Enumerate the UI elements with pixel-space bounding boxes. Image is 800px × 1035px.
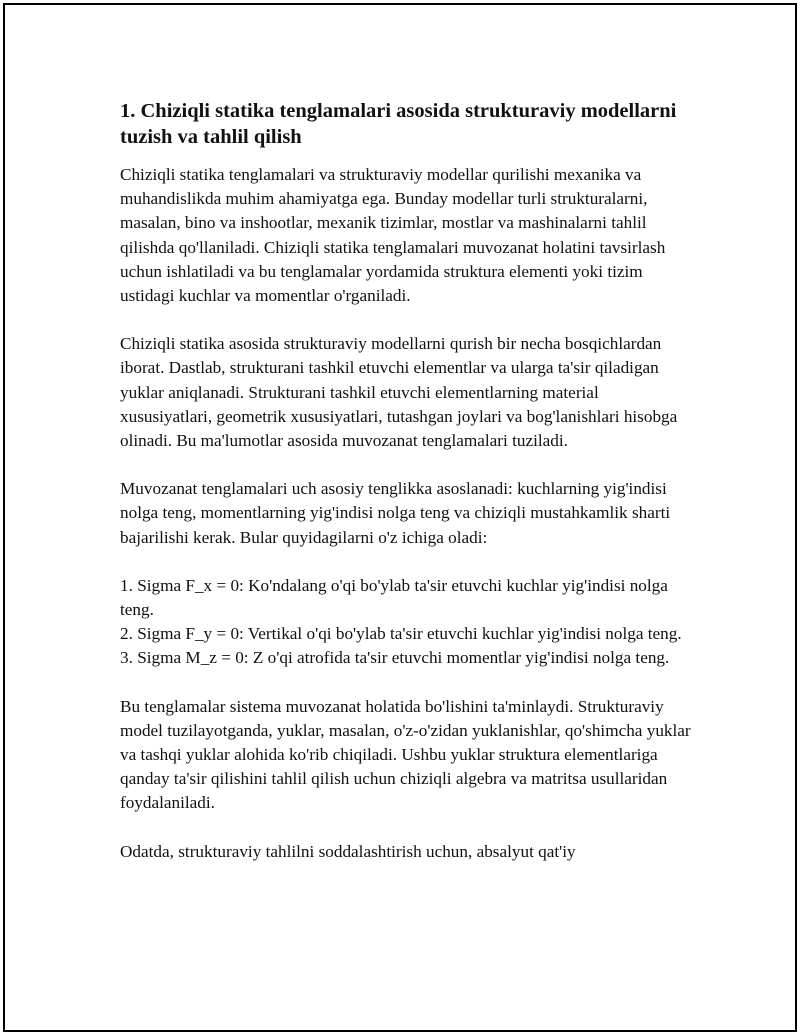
list-item-sigma-mz: 3. Sigma M_z = 0: Z o'qi atrofida ta'sir etuvchi momentlar yig'indisi nolga teng. xyxy=(120,648,670,668)
paragraph-model-steps: Chiziqli statika asosida strukturaviy modellarni qurish bir necha bosqichlardan iborat. Dastlab, strukturani tashkil etuvchi elementlar va ularga ta'sir qiladigan yuklar aniqlanadi. Strukturani tashkil etuvchi elementlarning material xususiyatlari, geometrik xususiyatlari, tutashgan joylari va bog'lanishlari hisobga olinadi. Bu ma'lumotlar asosida muvozanat tenglamalari tuziladi. xyxy=(120,334,678,451)
document-title: 1. Chiziqli statika tenglamalari asosida strukturaviy modellarni tuzish va tahlil qilish xyxy=(120,100,677,148)
list-item-sigma-fy: 2. Sigma F_y = 0: Vertikal o'qi bo'ylab ta'sir etuvchi kuchlar yig'indisi nolga teng. xyxy=(120,624,682,644)
page-frame xyxy=(3,3,797,1032)
equations-list xyxy=(120,574,695,671)
list-item-sigma-fx: 1. Sigma F_x = 0: Ko'ndalang o'qi bo'ylab ta'sir etuvchi kuchlar yig'indisi nolga teng. xyxy=(120,575,668,620)
paragraph-equilibrium: Muvozanat tenglamalari uch asosiy tenglikka asoslanadi: kuchlarning yig'indisi nolga teng, momentlarning yig'indisi nolga teng va chiziqli mustahkamlik sharti bajarilishi kerak. Bular quyidagilarni o'z ichiga oladi: xyxy=(120,479,671,547)
paragraph-loads: Bu tenglamalar sistema muvozanat holatida bo'lishini ta'minlaydi. Strukturaviy model tuzilayotganda, yuklar, masalan, o'z-o'zidan yuklanishlar, qo'shimcha yuklar va tashqi yuklar alohida ko'rib chiqiladi. Ushbu yuklar struktura elementlariga qanday ta'sir qilishini tahlil qilish uchun chiziqli algebra va matritsa usullaridan foydalaniladi. xyxy=(120,696,691,813)
paragraph-intro: Chiziqli statika tenglamalari va strukturaviy modellar qurilishi mexanika va muhandislikda muhim ahamiyatga ega. Bunday modellar turli strukturalarni, masalan, bino va inshootlar, mexanik tizimlar, mostlar va mashinalarni tahlil qilishda qo'llaniladi. Chiziqli statika tenglamalari muvozanat holatini tavsirlash uchun ishlatiladi va bu tenglamalar yordamida struktura elementi yoki tizim ustidagi kuchlar va momentlar o'rganiladi. xyxy=(120,165,666,306)
paragraph-simplification: Odatda, strukturaviy tahlilni soddalashtirish uchun, absalyut qat'iy xyxy=(120,841,576,861)
document-body xyxy=(120,98,695,888)
